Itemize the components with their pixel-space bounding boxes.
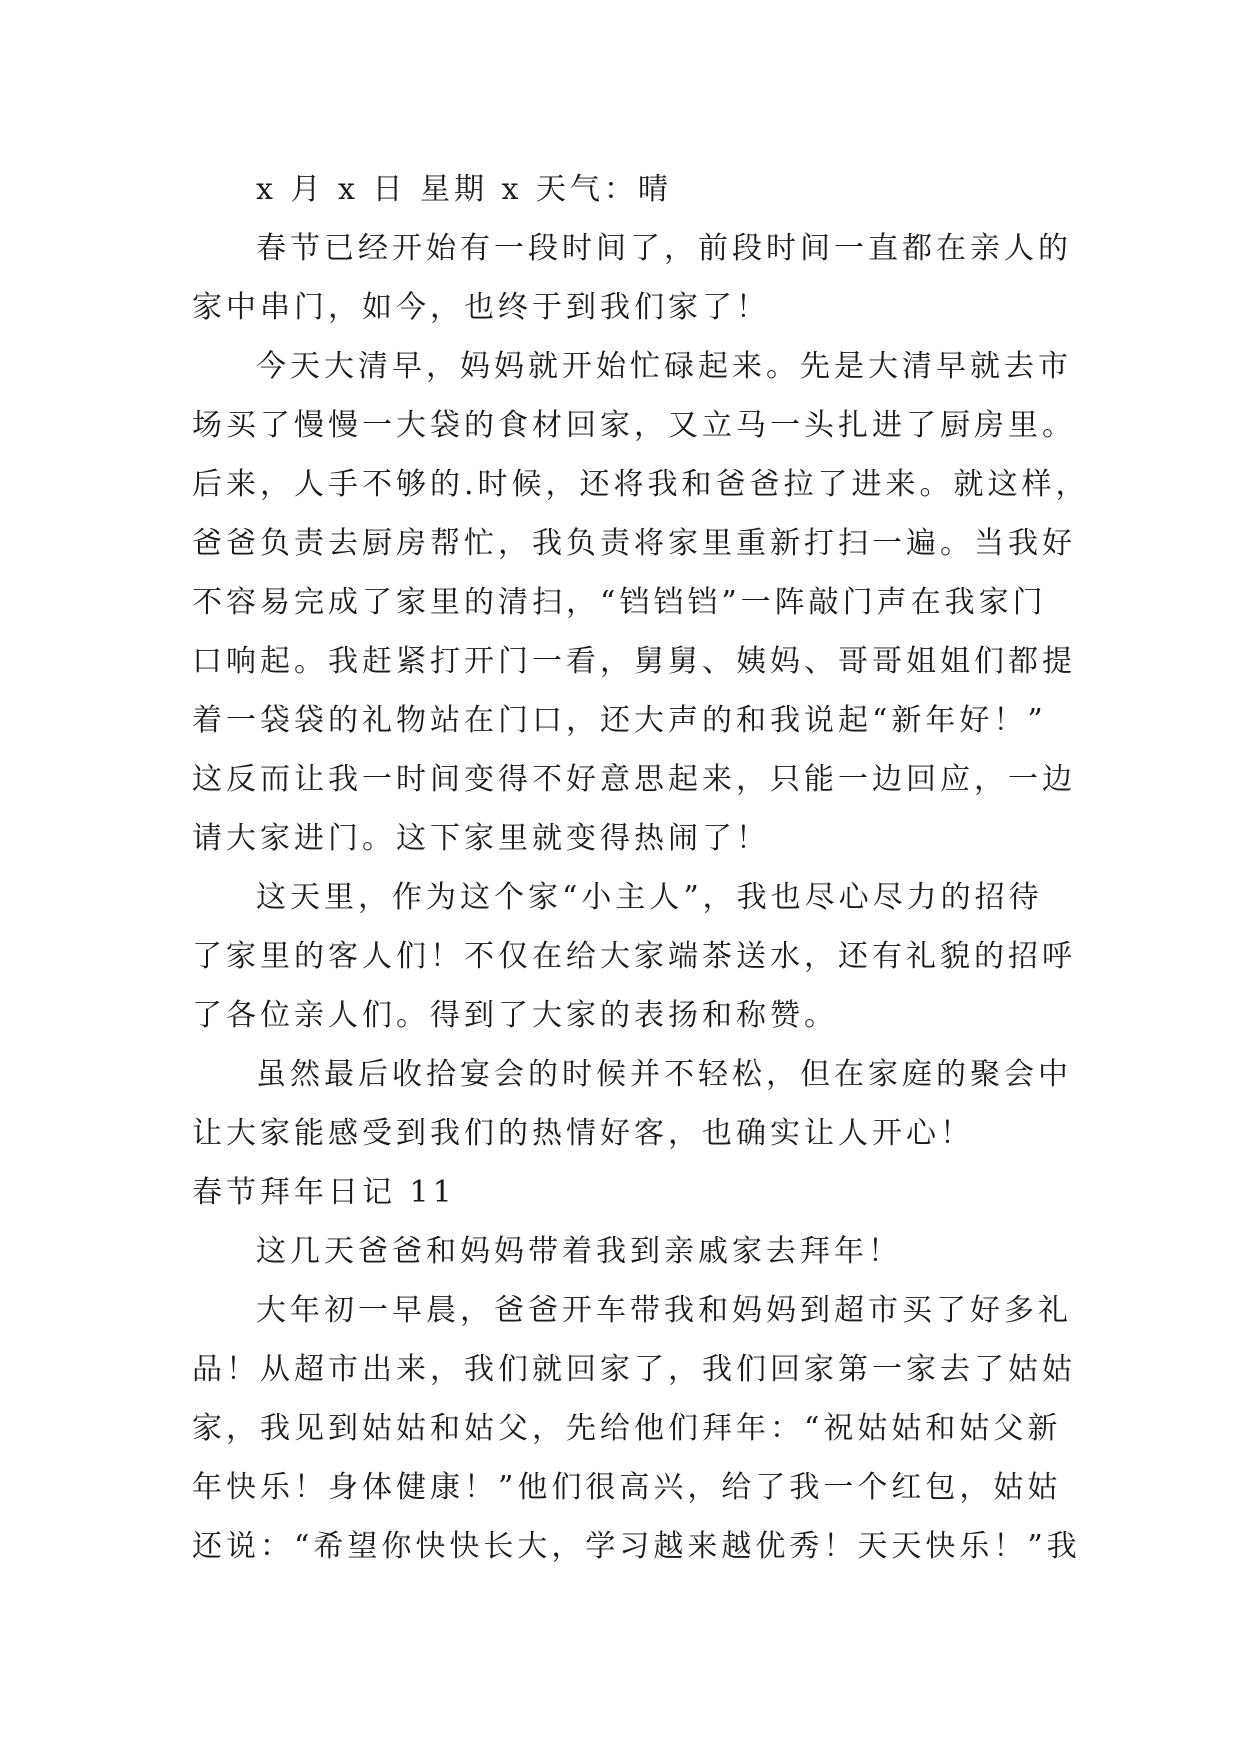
text-line: 让大家能感受到我们的热情好客，也确实让人开心！ xyxy=(192,1116,974,1151)
text-line: 这反而让我一时间变得不好意思起来，只能一边回应，一边 xyxy=(192,762,1076,797)
paragraph-first-line: 这几天爸爸和妈妈带着我到亲戚家去拜年！ xyxy=(256,1234,902,1269)
text-line: 了各位亲人们。得到了大家的表扬和称赞。 xyxy=(192,998,838,1033)
text-line: 场买了慢慢一大袋的食材回家，又立马一头扎进了厨房里。 xyxy=(192,408,1076,443)
paragraph-first-line: 这天里，作为这个家“小主人”，我也尽心尽力的招待 xyxy=(256,880,1043,915)
text-line: 还说：“希望你快快长大，学习越来越优秀！天天快乐！”我 xyxy=(192,1529,1081,1564)
paragraph-first-line: 大年初一早晨，爸爸开车带我和妈妈到超市买了好多礼 xyxy=(256,1293,1072,1328)
text-line: 口响起。我赶紧打开门一看，舅舅、姨妈、哥哥姐姐们都提 xyxy=(192,644,1076,679)
text-line: 家中串门，如今，也终于到我们家了！ xyxy=(192,290,770,325)
paragraph-first-line: x 月 x 日 星期 x 天气：晴 xyxy=(256,172,672,207)
text-line: 了家里的客人们！不仅在给大家端茶送水，还有礼貌的招呼 xyxy=(192,939,1076,974)
text-line: 着一袋袋的礼物站在门口，还大声的和我说起“新年好！” xyxy=(192,703,1047,738)
paragraph-first-line: 虽然最后收拾宴会的时候并不轻松，但在家庭的聚会中 xyxy=(256,1057,1072,1092)
text-line: 爸爸负责去厨房帮忙，我负责将家里重新打扫一遍。当我好 xyxy=(192,526,1076,561)
text-line: 品！从超市出来，我们就回家了，我们回家第一家去了姑姑 xyxy=(192,1352,1076,1387)
text-line: 家，我见到姑姑和姑父，先给他们拜年：“祝姑姑和姑父新 xyxy=(192,1411,1062,1446)
text-line: 年快乐！身体健康！”他们很高兴，给了我一个红包，姑姑 xyxy=(192,1470,1062,1505)
text-line: 春节拜年日记 11 xyxy=(192,1175,456,1210)
paragraph-first-line: 春节已经开始有一段时间了，前段时间一直都在亲人的 xyxy=(256,231,1072,266)
document-body xyxy=(192,160,1090,1576)
paragraph-first-line: 今天大清早，妈妈就开始忙碌起来。先是大清早就去市 xyxy=(256,349,1072,384)
text-line: 后来，人手不够的.时候，还将我和爸爸拉了进来。就这样， xyxy=(192,467,1090,502)
text-line: 不容易完成了家里的清扫，“铛铛铛”一阵敲门声在我家门 xyxy=(192,585,1047,620)
text-line: 请大家进门。这下家里就变得热闹了！ xyxy=(192,821,770,856)
